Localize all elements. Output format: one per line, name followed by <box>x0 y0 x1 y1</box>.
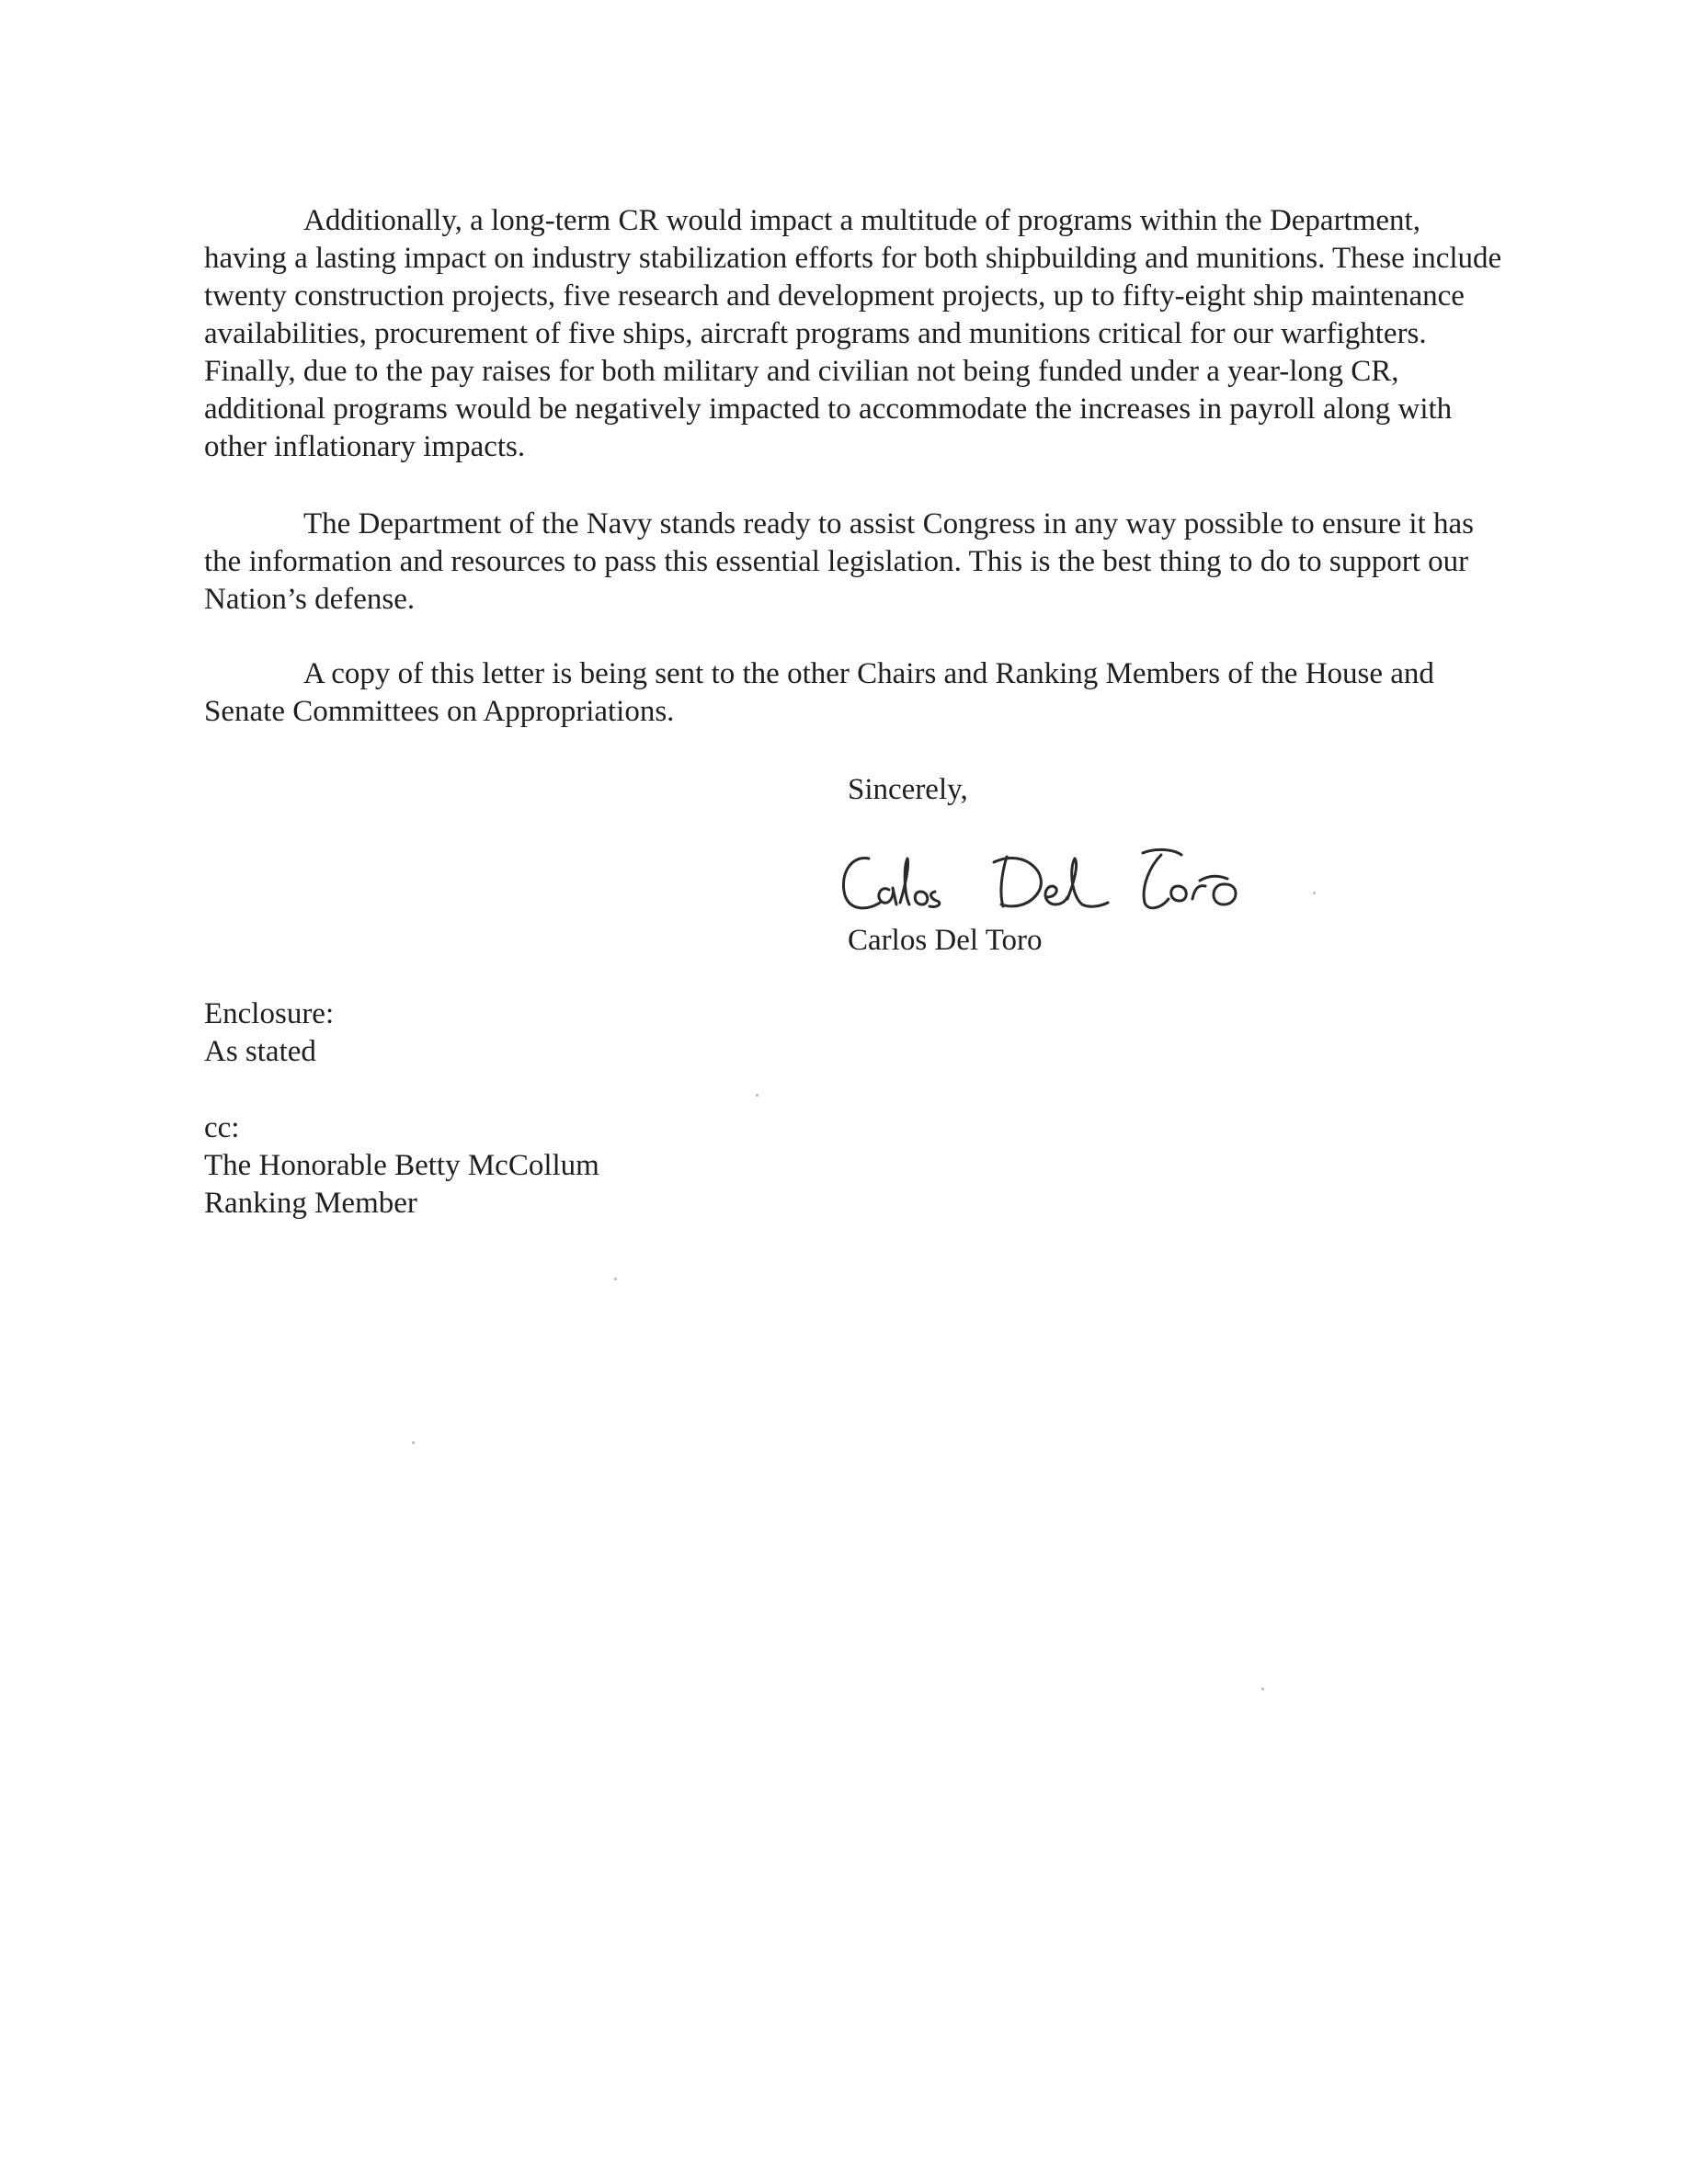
scan-speck <box>412 1441 415 1444</box>
paragraph-copy-sent: A copy of this letter is being sent to the other Chairs and Ranking Members of the House and Senate Committees on Appropriations. <box>204 657 1434 728</box>
paragraph-navy-ready: The Department of the Navy stands ready to assist Congress in any way possible to ensure it has the information and resources to pass this essential legislation. This is the best thing to do to support our Nation’s defense. <box>204 507 1474 616</box>
enclosure-value: As stated <box>204 1035 316 1068</box>
scan-speck <box>614 1278 617 1280</box>
closing-salutation: Sincerely, <box>848 773 968 806</box>
signer-name: Carlos Del Toro <box>848 924 1043 957</box>
scan-speck <box>1261 1688 1264 1690</box>
enclosure-label: Enclosure: <box>204 997 335 1030</box>
scan-speck <box>1313 892 1316 894</box>
scan-speck <box>756 1094 758 1097</box>
cc-recipient-title: Ranking Member <box>204 1187 417 1220</box>
paragraph-cr-impact: Additionally, a long-term CR would impact a multitude of programs within the Department, having a lasting impact on industry stabilization efforts for both shipbuilding and munitions. These include twenty construction projects, five research and development projects, up to fifty-eight ship maintenance availabilities, procurement of five ships, aircraft programs and munitions critical for our warfighters. Finally, due to the pay raises for both military and civilian not being funded under a year-long CR, additional programs would be negatively impacted to accommodate the increases in payroll along with other inflationary impacts. <box>204 204 1502 463</box>
cc-label: cc: <box>204 1111 240 1144</box>
cc-recipient-name: The Honorable Betty McCollum <box>204 1149 599 1182</box>
handwritten-signature <box>832 838 1273 930</box>
